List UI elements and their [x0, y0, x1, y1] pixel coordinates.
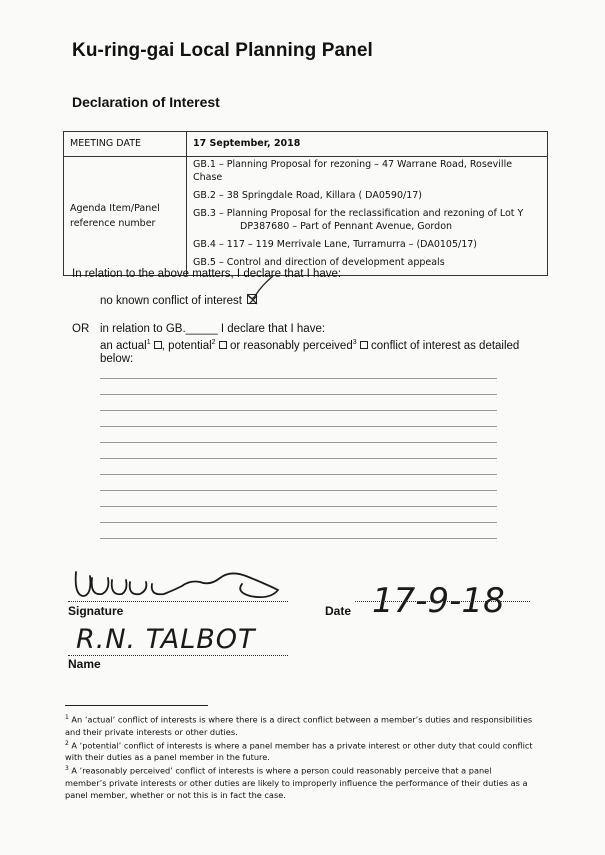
gb-number-blank[interactable]: _____ [185, 323, 218, 335]
agenda-item: GB.5 – Control and direction of development appeals [193, 257, 445, 268]
detail-line [100, 426, 497, 427]
agenda-item: GB.2 – 38 Springdale Road, Killara ( DA0590/17) [193, 190, 422, 201]
meeting-date-label: MEETING DATE [64, 132, 187, 156]
handwritten-date [372, 570, 552, 630]
agenda-item: GB.1 – Planning Proposal for rezoning – 47 Warrane Road, Roseville Chase [193, 159, 513, 183]
detail-line [100, 522, 497, 523]
detail-line [100, 442, 497, 443]
potential-checkbox[interactable] [219, 341, 227, 349]
date-line[interactable] [355, 601, 530, 602]
handwritten-date-text: 17-9-18 [372, 581, 505, 621]
page-title: Ku-ring-gai Local Planning Panel [72, 40, 373, 61]
or-label: OR [72, 323, 90, 335]
agenda-item: GB.3 – Planning Proposal for the reclassification and rezoning of Lot Y DP387680 – Part of Pennant Avenue, Gordon [193, 208, 524, 232]
perceived-checkbox[interactable] [360, 341, 368, 349]
no-conflict-option[interactable] [100, 294, 257, 307]
agenda-label: Agenda Item/Panel reference number [64, 157, 187, 275]
declare-statement: In relation to the above matters, I declare that I have: [72, 268, 342, 280]
conflict-declaration-text: in relation to GB._____ I declare that I have: an actual$^1$ , potential$^2$ or reasonably perceived$^3$ conflict of interest as detailed below: [100, 323, 520, 365]
agenda-item: GB.4 – 117 – 119 Merrivale Lane, Turramurra – (DA0105/17) [193, 239, 478, 250]
meeting-table [63, 131, 548, 276]
footnotes [65, 712, 535, 801]
detail-line [100, 490, 497, 491]
page-subtitle: Declaration of Interest [72, 94, 220, 110]
footnote: $^2$ A ‘potential’ conflict of interests is where a panel member has a private interest or other duty that could conflict with their duties as a panel member in the future. [65, 739, 533, 763]
detail-line [100, 506, 497, 507]
date-label: Date [325, 604, 352, 618]
meeting-date-value: 17 September, 2018 [193, 138, 301, 149]
name-label: Name [68, 657, 101, 671]
signature-label: Signature [68, 604, 124, 618]
footnote-divider [65, 705, 208, 706]
meeting-date-row [64, 132, 547, 157]
handwritten-tick-icon [246, 275, 276, 301]
detail-line [100, 394, 497, 395]
handwritten-name-text: R.N. TALBOT [76, 624, 256, 655]
agenda-items [187, 157, 547, 275]
handwritten-name [76, 614, 296, 658]
name-line[interactable] [68, 655, 288, 656]
agenda-row [64, 157, 547, 275]
actual-checkbox[interactable] [154, 341, 162, 349]
no-conflict-label: no known conflict of interest [100, 295, 242, 307]
detail-line [100, 378, 497, 379]
footnote: $^1$ An ‘actual’ conflict of interests is where there is a direct conflict between a member’s duties and responsibilities and their private interests or other duties. [65, 714, 533, 737]
signature-line[interactable] [68, 601, 288, 602]
detail-line [100, 474, 497, 475]
detail-line [100, 410, 497, 411]
footnote: $^3$ A ‘reasonably perceived’ conflict of interests is where a person could reasonably perceive that a panel member’s private interests or other duties are likely to improperly influence the performance of their duties as a panel member, whether or not this is in fact the case. [65, 765, 528, 801]
detail-line [100, 458, 497, 459]
handwritten-signature [70, 566, 290, 606]
detail-line [100, 538, 497, 539]
